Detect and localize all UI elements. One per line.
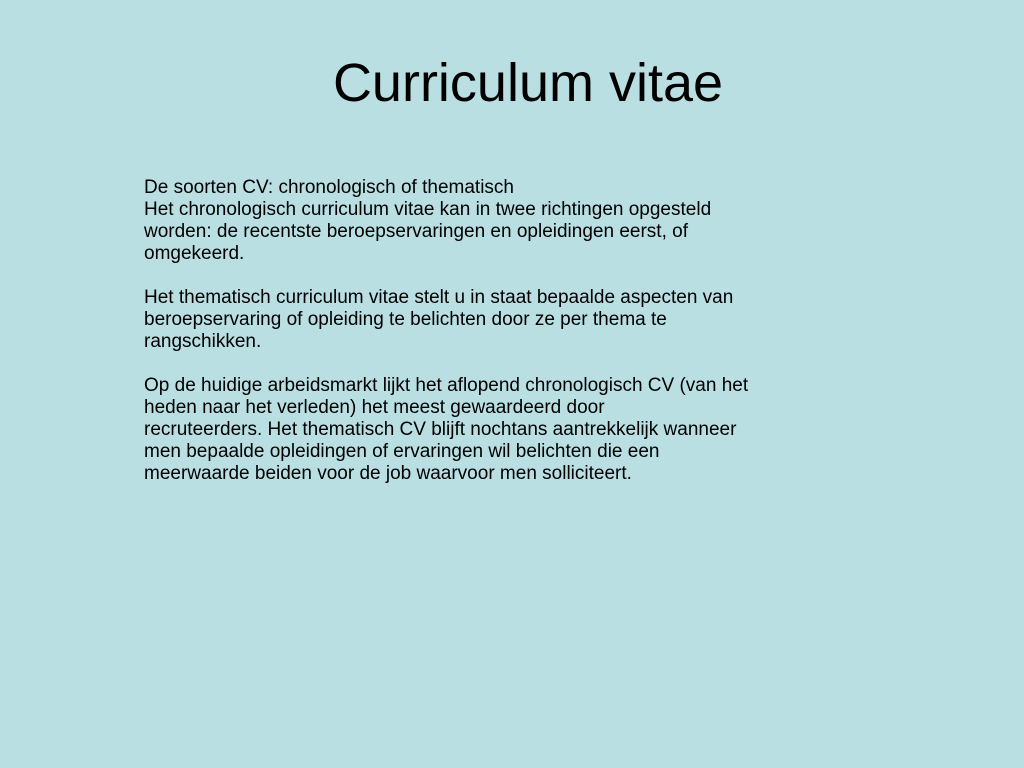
text-line: Het thematisch curriculum vitae stelt u in staat bepaalde aspecten van	[144, 287, 734, 308]
paragraph-cv-types	[144, 177, 884, 265]
text-line: rangschikken.	[144, 331, 262, 352]
text-line: omgekeerd.	[144, 243, 245, 264]
text-line: worden: de recentste beroepservaringen en opleidingen eerst, of	[144, 221, 688, 242]
slide-title: Curriculum vitae	[332, 53, 724, 113]
text-line: men bepaalde opleidingen of ervaringen wil belichten die een	[144, 441, 660, 462]
paragraph-thematic	[144, 287, 884, 353]
text-line: Op de huidige arbeidsmarkt lijkt het aflopend chronologisch CV (van het	[144, 375, 749, 396]
text-line: Het chronologisch curriculum vitae kan in twee richtingen opgesteld	[144, 199, 712, 220]
paragraph-job-market	[144, 375, 884, 485]
text-line: recruteerders. Het thematisch CV blijft nochtans aantrekkelijk wanneer	[144, 419, 737, 440]
text-line: meerwaarde beiden voor de job waarvoor men solliciteert.	[144, 463, 632, 484]
text-line: heden naar het verleden) het meest gewaardeerd door	[144, 397, 605, 418]
text-line: De soorten CV: chronologisch of thematisch	[144, 177, 514, 198]
text-line: beroepservaring of opleiding te belichten door ze per thema te	[144, 309, 667, 330]
slide-body	[144, 177, 884, 507]
